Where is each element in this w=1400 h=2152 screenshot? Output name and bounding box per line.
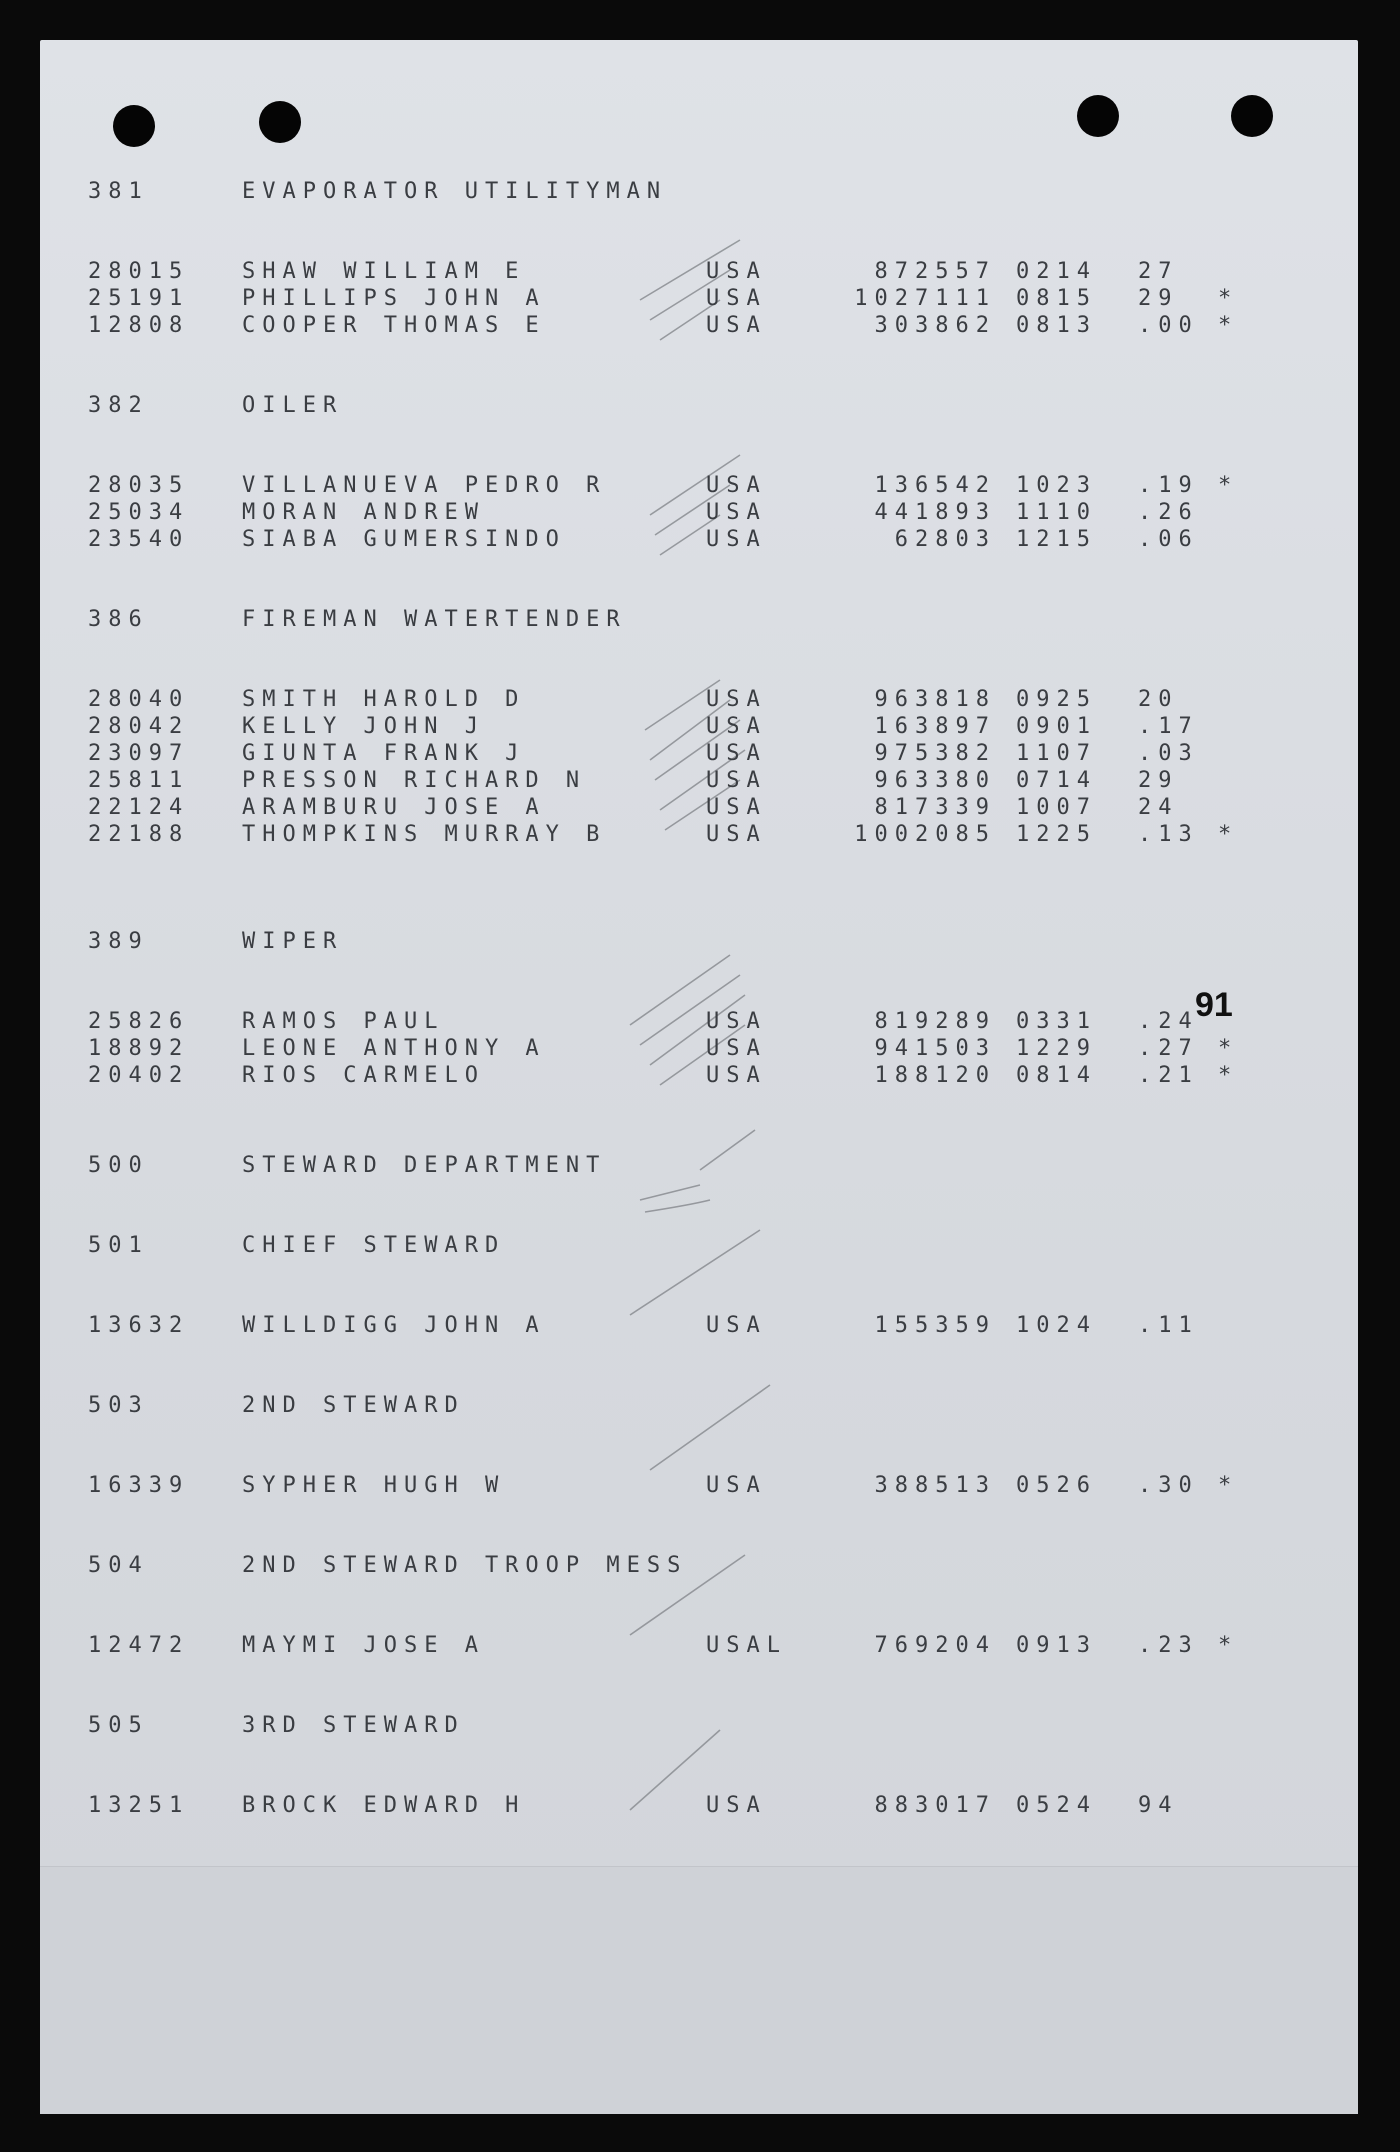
date-code: 0214 xyxy=(1016,259,1097,284)
citizenship: USA xyxy=(706,741,767,766)
date-code: 1215 xyxy=(1016,527,1097,552)
crew-code: 13632 xyxy=(88,1313,190,1338)
roster-listing xyxy=(40,40,1358,2114)
section-title: FIREMAN WATERTENDER xyxy=(242,607,627,632)
value-code: .17 xyxy=(1138,714,1199,739)
document-number: 303862 xyxy=(874,313,996,338)
crew-code: 13251 xyxy=(88,1793,190,1818)
crew-code: 20402 xyxy=(88,1063,190,1088)
crew-name: SHAW WILLIAM E xyxy=(242,259,526,284)
crew-name: SYPHER HUGH W xyxy=(242,1473,506,1498)
value-code: 27 xyxy=(1138,259,1179,284)
value-code: 94 xyxy=(1138,1793,1179,1818)
value-code: .00 xyxy=(1138,313,1199,338)
crew-code: 12472 xyxy=(88,1633,190,1658)
citizenship: USA xyxy=(706,687,767,712)
flag-mark: * xyxy=(1218,1473,1239,1498)
citizenship: USA xyxy=(706,822,767,847)
date-code: 1023 xyxy=(1016,473,1097,498)
crew-name: KELLY JOHN J xyxy=(242,714,485,739)
citizenship: USA xyxy=(706,286,767,311)
section-title: STEWARD DEPARTMENT xyxy=(242,1153,607,1178)
date-code: 0526 xyxy=(1016,1473,1097,1498)
crew-name: MAYMI JOSE A xyxy=(242,1633,485,1658)
crew-code: 23097 xyxy=(88,741,190,766)
document-number: 817339 xyxy=(874,795,996,820)
section-code: 389 xyxy=(88,929,149,954)
citizenship: USA xyxy=(706,1036,767,1061)
value-code: .27 xyxy=(1138,1036,1199,1061)
document-number: 136542 xyxy=(874,473,996,498)
citizenship: USA xyxy=(706,259,767,284)
document-number: 441893 xyxy=(874,500,996,525)
handwritten-annotation: 91 xyxy=(1195,986,1233,1024)
flag-mark: * xyxy=(1218,313,1239,338)
crew-name: RIOS CARMELO xyxy=(242,1063,485,1088)
crew-name: BROCK EDWARD H xyxy=(242,1793,526,1818)
section-code: 504 xyxy=(88,1553,149,1578)
value-code: 20 xyxy=(1138,687,1179,712)
crew-code: 18892 xyxy=(88,1036,190,1061)
document-number: 883017 xyxy=(874,1793,996,1818)
date-code: 1024 xyxy=(1016,1313,1097,1338)
date-code: 0901 xyxy=(1016,714,1097,739)
crew-code: 22188 xyxy=(88,822,190,847)
crew-code: 25034 xyxy=(88,500,190,525)
value-code: 29 xyxy=(1138,768,1179,793)
section-title: EVAPORATOR UTILITYMAN xyxy=(242,179,668,204)
crew-code: 23540 xyxy=(88,527,190,552)
section-title: 2ND STEWARD xyxy=(242,1393,465,1418)
value-code: .11 xyxy=(1138,1313,1199,1338)
citizenship: USAL xyxy=(706,1633,787,1658)
flag-mark: * xyxy=(1218,286,1239,311)
crew-name: WILLDIGG JOHN A xyxy=(242,1313,546,1338)
citizenship: USA xyxy=(706,768,767,793)
crew-name: VILLANUEVA PEDRO R xyxy=(242,473,607,498)
flag-mark: * xyxy=(1218,1633,1239,1658)
date-code: 0813 xyxy=(1016,313,1097,338)
document-number: 155359 xyxy=(874,1313,996,1338)
date-code: 0913 xyxy=(1016,1633,1097,1658)
document-number: 819289 xyxy=(874,1009,996,1034)
crew-code: 25191 xyxy=(88,286,190,311)
section-code: 381 xyxy=(88,179,149,204)
crew-name: GIUNTA FRANK J xyxy=(242,741,526,766)
date-code: 1229 xyxy=(1016,1036,1097,1061)
value-code: 24 xyxy=(1138,795,1179,820)
document-number: 963380 xyxy=(874,768,996,793)
crew-name: SMITH HAROLD D xyxy=(242,687,526,712)
flag-mark: * xyxy=(1218,822,1239,847)
date-code: 0524 xyxy=(1016,1793,1097,1818)
crew-code: 28015 xyxy=(88,259,190,284)
citizenship: USA xyxy=(706,500,767,525)
document-number: 941503 xyxy=(874,1036,996,1061)
crew-name: SIABA GUMERSINDO xyxy=(242,527,566,552)
flag-mark: * xyxy=(1218,1063,1239,1088)
crew-code: 28040 xyxy=(88,687,190,712)
document-number: 388513 xyxy=(874,1473,996,1498)
section-title: 2ND STEWARD TROOP MESS xyxy=(242,1553,688,1578)
document-number: 1027111 xyxy=(854,286,996,311)
citizenship: USA xyxy=(706,1009,767,1034)
crew-code: 28035 xyxy=(88,473,190,498)
citizenship: USA xyxy=(706,714,767,739)
section-code: 386 xyxy=(88,607,149,632)
date-code: 1107 xyxy=(1016,741,1097,766)
citizenship: USA xyxy=(706,1313,767,1338)
section-code: 503 xyxy=(88,1393,149,1418)
document-page xyxy=(40,40,1358,2114)
flag-mark: * xyxy=(1218,473,1239,498)
document-number: 963818 xyxy=(874,687,996,712)
citizenship: USA xyxy=(706,1473,767,1498)
section-title: WIPER xyxy=(242,929,344,954)
date-code: 1225 xyxy=(1016,822,1097,847)
section-code: 501 xyxy=(88,1233,149,1258)
citizenship: USA xyxy=(706,313,767,338)
crew-code: 25811 xyxy=(88,768,190,793)
crew-code: 16339 xyxy=(88,1473,190,1498)
citizenship: USA xyxy=(706,1063,767,1088)
crew-name: RAMOS PAUL xyxy=(242,1009,445,1034)
section-title: OILER xyxy=(242,393,344,418)
document-number: 1002085 xyxy=(854,822,996,847)
value-code: .30 xyxy=(1138,1473,1199,1498)
date-code: 1007 xyxy=(1016,795,1097,820)
crew-code: 28042 xyxy=(88,714,190,739)
crew-name: LEONE ANTHONY A xyxy=(242,1036,546,1061)
document-number: 188120 xyxy=(874,1063,996,1088)
section-code: 500 xyxy=(88,1153,149,1178)
value-code: .26 xyxy=(1138,500,1199,525)
date-code: 1110 xyxy=(1016,500,1097,525)
section-title: 3RD STEWARD xyxy=(242,1713,465,1738)
date-code: 0714 xyxy=(1016,768,1097,793)
section-code: 505 xyxy=(88,1713,149,1738)
document-number: 872557 xyxy=(874,259,996,284)
value-code: .06 xyxy=(1138,527,1199,552)
crew-name: MORAN ANDREW xyxy=(242,500,485,525)
document-number: 62803 xyxy=(894,527,996,552)
date-code: 0925 xyxy=(1016,687,1097,712)
citizenship: USA xyxy=(706,527,767,552)
value-code: .24 xyxy=(1138,1009,1199,1034)
crew-code: 12808 xyxy=(88,313,190,338)
value-code: .13 xyxy=(1138,822,1199,847)
value-code: .19 xyxy=(1138,473,1199,498)
value-code: .03 xyxy=(1138,741,1199,766)
document-number: 163897 xyxy=(874,714,996,739)
crew-name: ARAMBURU JOSE A xyxy=(242,795,546,820)
section-title: CHIEF STEWARD xyxy=(242,1233,506,1258)
date-code: 0815 xyxy=(1016,286,1097,311)
date-code: 0331 xyxy=(1016,1009,1097,1034)
value-code: .23 xyxy=(1138,1633,1199,1658)
crew-code: 25826 xyxy=(88,1009,190,1034)
crew-name: PHILLIPS JOHN A xyxy=(242,286,546,311)
citizenship: USA xyxy=(706,473,767,498)
value-code: 29 xyxy=(1138,286,1179,311)
section-code: 382 xyxy=(88,393,149,418)
flag-mark: * xyxy=(1218,1036,1239,1061)
citizenship: USA xyxy=(706,795,767,820)
crew-name: PRESSON RICHARD N xyxy=(242,768,587,793)
crew-code: 22124 xyxy=(88,795,190,820)
date-code: 0814 xyxy=(1016,1063,1097,1088)
document-number: 769204 xyxy=(874,1633,996,1658)
crew-name: COOPER THOMAS E xyxy=(242,313,546,338)
crew-name: THOMPKINS MURRAY B xyxy=(242,822,607,847)
citizenship: USA xyxy=(706,1793,767,1818)
document-number: 975382 xyxy=(874,741,996,766)
value-code: .21 xyxy=(1138,1063,1199,1088)
